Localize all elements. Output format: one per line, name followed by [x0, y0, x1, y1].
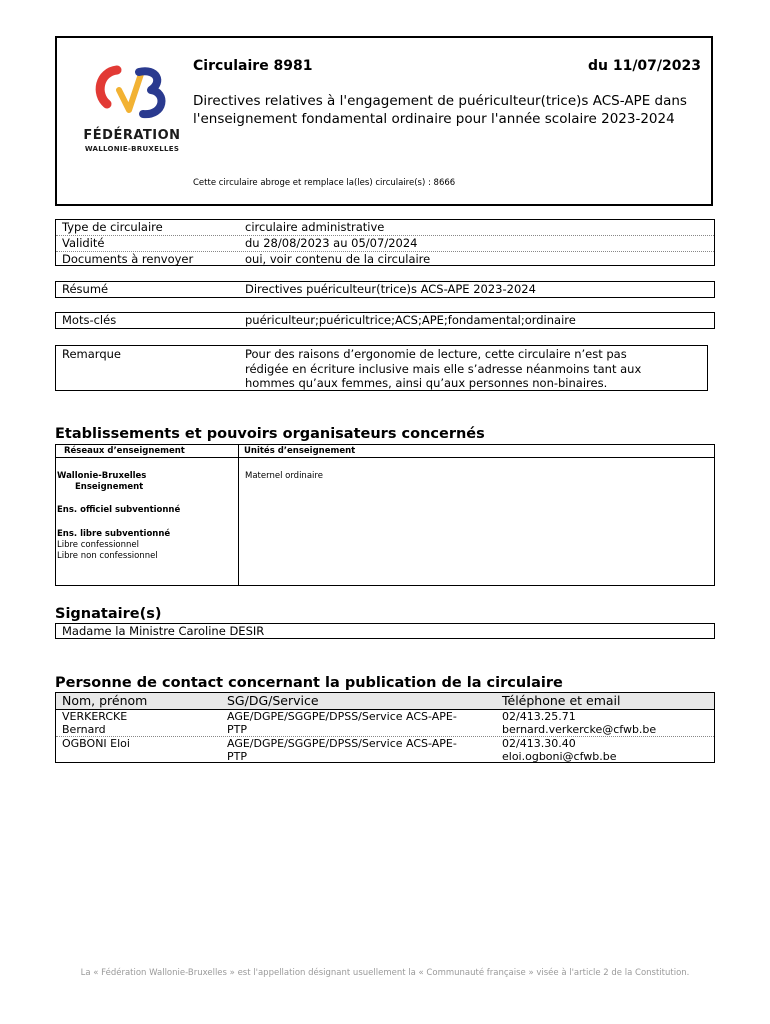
- info-row-type: [56, 220, 714, 236]
- contact-service-line-2: PTP: [227, 750, 247, 763]
- col-reseaux-header: Réseaux d’enseignement: [64, 446, 185, 456]
- info-row-motscles: [56, 313, 714, 328]
- contact-col-name: Nom, prénom: [62, 693, 148, 708]
- remarque-line-3: hommes qu’aux femmes, ainsi qu’aux personnes non-binaires.: [245, 376, 608, 390]
- info-table-remarque: [55, 345, 708, 391]
- etablissements-title: Etablissements et pouvoirs organisateurs concernés: [55, 426, 485, 442]
- contact-table: [55, 692, 715, 763]
- contact-row: [56, 710, 714, 737]
- network-libre-sub-2: Libre non confessionnel: [57, 551, 158, 561]
- info-row-validite: [56, 236, 714, 252]
- circular-title: Directives relatives à l'engagement de puériculteur(trice)s ACS-APE dans l'enseignement fondamental ordinaire pour l'année scolaire 2023-2024: [193, 93, 687, 127]
- contact-name: [62, 710, 127, 736]
- documents-label: Documents à renvoyer: [62, 252, 194, 266]
- type-label: Type de circulaire: [62, 220, 163, 234]
- contact-col-service: SG/DG/Service: [227, 693, 319, 708]
- etablissements-divider: [238, 445, 239, 585]
- type-value: circulaire administrative: [245, 220, 385, 234]
- contact-name: [62, 737, 130, 750]
- signataire-value: Madame la Ministre Caroline DESIR: [62, 624, 265, 638]
- etablissements-header-row: [56, 445, 714, 458]
- network-libre-sub-1: Libre confessionnel: [57, 540, 139, 550]
- signataires-box: [55, 623, 715, 639]
- info-table-general: [55, 219, 715, 266]
- network-officiel: Ens. officiel subventionné: [57, 505, 181, 515]
- network-wbe: [57, 471, 146, 493]
- contact-name-line-2: Bernard: [62, 723, 106, 736]
- contact-email[interactable]: bernard.verkercke@cfwb.be: [502, 723, 657, 736]
- contact-phone: 02/413.25.71: [502, 710, 576, 723]
- contact-header-row: [56, 693, 714, 710]
- network-wbe-line-2: Enseignement: [75, 482, 144, 492]
- contact-service-line-1: AGE/DGPE/SGGPE/DPSS/Service ACS-APE-: [227, 737, 457, 750]
- network-libre: [57, 529, 170, 562]
- contact-name-line-1: VERKERCKE: [62, 710, 128, 723]
- signataires-title: Signataire(s): [55, 606, 162, 622]
- page-footer: La « Fédération Wallonie-Bruxelles » est l'appellation désignant usuellement la « Communauté française » visée à l'article 2 de la Constitution.: [80, 968, 690, 978]
- contact-phone: 02/413.30.40: [502, 737, 576, 750]
- resume-label: Résumé: [62, 282, 109, 296]
- contact-name-line-1: OGBONI Eloi: [62, 737, 130, 750]
- contact-col-phone: Téléphone et email: [502, 693, 621, 708]
- remarque-line-1: Pour des raisons d’ergonomie de lecture, cette circulaire n’est pas: [245, 347, 627, 361]
- documents-value: oui, voir contenu de la circulaire: [245, 252, 431, 266]
- network-libre-title: Ens. libre subventionné: [57, 529, 171, 539]
- contact-title: Personne de contact concernant la publication de la circulaire: [55, 675, 563, 691]
- circular-date: du 11/07/2023: [587, 58, 701, 74]
- logo-text-wallonie: WALLONIE-BRUXELLES: [84, 145, 180, 153]
- circular-number: Circulaire 8981: [193, 58, 313, 74]
- info-table-resume: [55, 281, 715, 298]
- network-wbe-line-1: Wallonie-Bruxelles: [57, 471, 147, 481]
- remarque-line-2: rédigée en écriture inclusive mais elle s’adresse néanmoins tant aux: [245, 361, 642, 376]
- validite-value: du 28/08/2023 au 05/07/2024: [245, 236, 418, 250]
- fwb-logo-icon: [77, 64, 187, 126]
- motscles-label: Mots-clés: [62, 313, 117, 327]
- unit-maternel: Maternel ordinaire: [245, 471, 323, 481]
- contact-service-line-1: AGE/DGPE/SGGPE/DPSS/Service ACS-APE-: [227, 710, 457, 723]
- contact-phone-email: [502, 710, 656, 736]
- motscles-value: puériculteur;puéricultrice;ACS;APE;fondamental;ordinaire: [245, 313, 576, 327]
- circular-abroge-note: Cette circulaire abroge et remplace la(les) circulaire(s) : 8666: [193, 178, 456, 188]
- contact-service-line-2: PTP: [227, 723, 247, 736]
- resume-value: Directives puériculteur(trice)s ACS-APE 2023-2024: [245, 282, 536, 296]
- info-row-documents: [56, 252, 714, 267]
- col-unites-header: Unités d’enseignement: [244, 446, 356, 456]
- contact-service: [227, 710, 457, 736]
- info-table-motscles: [55, 312, 715, 329]
- circular-header: [55, 36, 713, 206]
- contact-email[interactable]: eloi.ogboni@cfwb.be: [502, 750, 617, 763]
- validite-label: Validité: [62, 236, 105, 250]
- remarque-label: Remarque: [62, 347, 121, 361]
- etablissements-table: [55, 444, 715, 586]
- contact-phone-email: [502, 737, 617, 763]
- info-row-resume: [56, 282, 714, 297]
- remarque-text: [245, 347, 641, 391]
- federation-logo: [77, 64, 187, 156]
- contact-service: [227, 737, 457, 763]
- contact-row: [56, 737, 714, 763]
- logo-text-federation: FÉDÉRATION: [83, 128, 181, 143]
